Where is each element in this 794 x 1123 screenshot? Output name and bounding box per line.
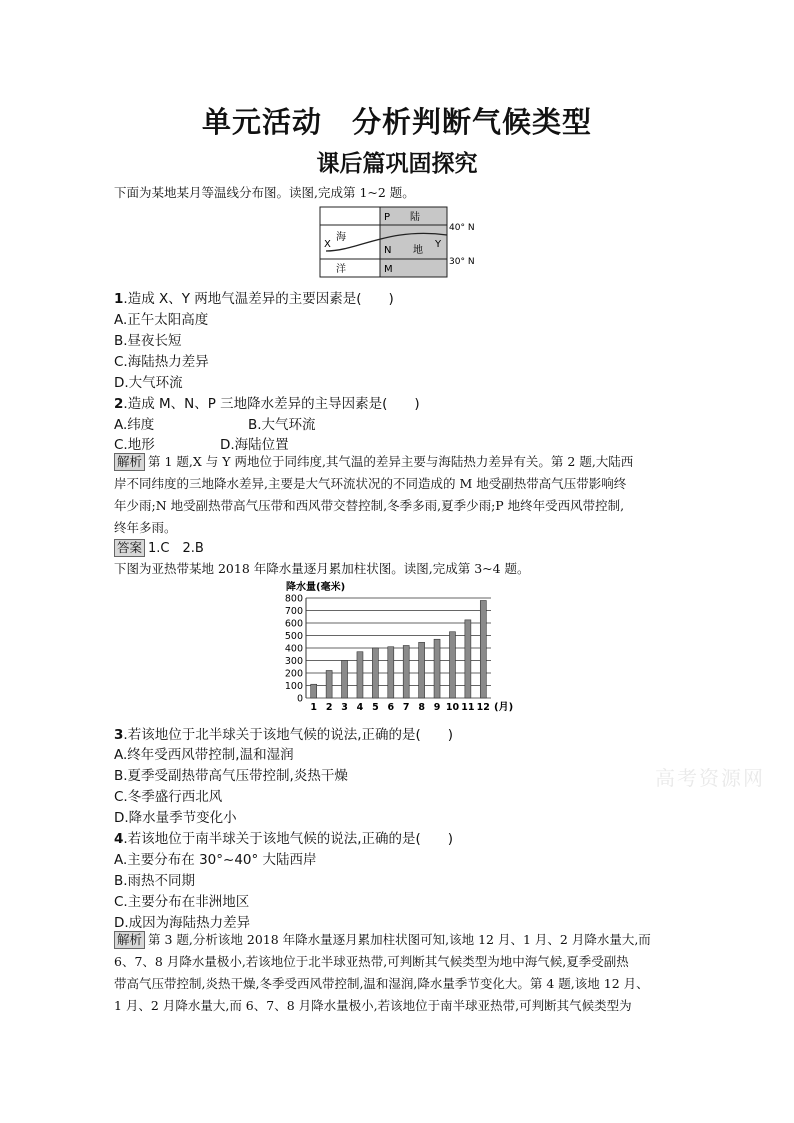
x-tick-label: 5 (372, 702, 379, 713)
label-yang: 洋 (336, 264, 346, 275)
label-hai: 海 (336, 232, 346, 243)
intro-text-1: 下面为某地某月等温线分布图。读图,完成第 1~2 题。 (114, 185, 415, 200)
q3-option-d[interactable]: D.降水量季节变化小 (114, 810, 237, 826)
label-Y: Y (435, 239, 442, 250)
x-tick-label: 8 (418, 702, 425, 713)
q4-option-a[interactable]: A.主要分布在 30°~40° 大陆西岸 (114, 852, 317, 868)
bar-month-6 (388, 647, 394, 698)
x-tick-label: 6 (387, 702, 395, 713)
label-N: N (384, 245, 392, 256)
y-tick-label: 500 (284, 631, 303, 642)
label-lat40: 40° N (449, 223, 475, 233)
answer-block-1: 答案 1.C 2.B (114, 537, 204, 557)
page-subtitle: 课后篇巩固探究 (316, 150, 478, 177)
question-4: 4.若该地位于南半球关于该地气候的说法,正确的是( ) (114, 831, 454, 847)
answer-tag: 答案 (114, 539, 145, 557)
intro-text-2: 下图为亚热带某地 2018 年降水量逐月累加柱状图。读图,完成第 3~4 题。 (114, 561, 530, 576)
bar-month-11 (465, 620, 471, 698)
x-tick-label: 11 (461, 702, 475, 713)
y-tick-label: 600 (284, 618, 303, 630)
q2-option-c[interactable]: C.地形 (114, 437, 155, 453)
x-tick-label: 1 (310, 702, 318, 713)
bar-month-8 (419, 642, 425, 698)
bar-month-10 (449, 632, 455, 698)
chart-x-axis-label: (月) (494, 702, 514, 713)
q2-option-a[interactable]: A.纬度 (114, 417, 155, 433)
y-tick-label: 0 (296, 693, 303, 705)
x-tick-label: 7 (402, 702, 410, 713)
chart-bars (311, 601, 487, 699)
chart-y-ticks (285, 594, 303, 705)
q3-option-c[interactable]: C.冬季盛行西北风 (114, 789, 223, 805)
q1-option-d[interactable]: D.大气环流 (114, 375, 183, 391)
analysis-tag: 解析 (114, 931, 145, 949)
y-tick-label: 700 (284, 606, 303, 617)
page-title: 单元活动 分析判断气候类型 (201, 105, 592, 139)
x-tick-label: 2 (325, 702, 333, 713)
chart-y-axis-label: 降水量(毫米) (286, 582, 346, 593)
q3-option-b[interactable]: B.夏季受副热带高气压带控制,炎热干燥 (114, 768, 348, 784)
label-lu: 陆 (410, 212, 420, 223)
watermark: 高考资源网 (655, 766, 765, 790)
q2-option-b[interactable]: B.大气环流 (248, 417, 316, 433)
q1-option-b[interactable]: B.昼夜长短 (114, 333, 182, 349)
label-P: P (384, 212, 391, 223)
question-1: 1.造成 X、Y 两地气温差异的主要因素是( ) (114, 291, 394, 307)
precipitation-chart (278, 578, 518, 714)
bar-month-4 (357, 652, 363, 698)
x-tick-label: 3 (341, 702, 348, 713)
analysis-block-2: 解析 第 3 题,分析该地 2018 年降水量逐月累加柱状图可知,该地 12 月、1 月、2 月降水量大,而 6、7、8 月降水量极小,若该地位于北半球亚热带,可判断其气候类型为地中海气候,夏季受副热 带高气压带控制,炎热干燥,冬季受西风带控制,温和湿润,降水量季节变化大。第 4 题,该地 12 月、 1 月、2 月降水量大,而 6、7、8 月降水量极小,若该地位于南半球亚热带,可判断其气候类型为 (114, 932, 651, 1013)
analysis-block-1: 解析 第 1 题,X 与 Y 两地位于同纬度,其气温的差异主要与海陆热力差异有关。第 2 题,大陆西 岸不同纬度的三地降水差异,主要是大气环流状况的不同造成的 M 地受副热带高气压带影响终 年少雨;N 地受副热带高气压带和西风带交替控制,冬季多雨,夏季少雨;P 地终年受西风带控制, 终年多雨。 (114, 454, 634, 535)
label-di: 地 (413, 245, 423, 256)
question-3: 3.若该地位于北半球关于该地气候的说法,正确的是( ) (114, 727, 454, 743)
q4-option-d[interactable]: D.成因为海陆热力差异 (114, 915, 251, 931)
x-tick-label: 12 (476, 702, 490, 713)
label-X: X (324, 239, 331, 250)
label-M: M (384, 264, 393, 275)
q2-option-d[interactable]: D.海陆位置 (220, 437, 289, 453)
bar-month-3 (342, 661, 348, 699)
analysis-tag: 解析 (114, 453, 145, 471)
y-tick-label: 200 (284, 668, 303, 680)
bar-month-12 (480, 601, 486, 699)
bar-month-7 (403, 646, 409, 699)
label-lat30: 30° N (449, 257, 475, 267)
bar-month-9 (434, 639, 440, 698)
x-tick-label: 4 (356, 702, 364, 713)
q3-option-a[interactable]: A.终年受西风带控制,温和湿润 (114, 747, 294, 763)
y-tick-label: 300 (284, 656, 303, 667)
y-tick-label: 400 (284, 643, 303, 655)
bar-month-2 (326, 671, 332, 699)
q1-option-c[interactable]: C.海陆热力差异 (114, 354, 209, 370)
x-tick-label: 10 (445, 702, 460, 713)
isotherm-map (318, 205, 508, 280)
bar-month-1 (311, 684, 317, 698)
y-tick-label: 100 (284, 681, 303, 692)
question-2: 2.造成 M、N、P 三地降水差异的主导因素是( ) (114, 396, 420, 412)
chart-x-ticks (310, 702, 490, 713)
q4-option-b[interactable]: B.雨热不同期 (114, 873, 196, 889)
chart-grid (306, 598, 491, 698)
bar-month-5 (372, 648, 378, 698)
q1-option-a[interactable]: A.正午太阳高度 (114, 312, 209, 328)
x-tick-label: 9 (433, 702, 441, 713)
q4-option-c[interactable]: C.主要分布在非洲地区 (114, 894, 250, 910)
y-tick-label: 800 (284, 593, 303, 605)
